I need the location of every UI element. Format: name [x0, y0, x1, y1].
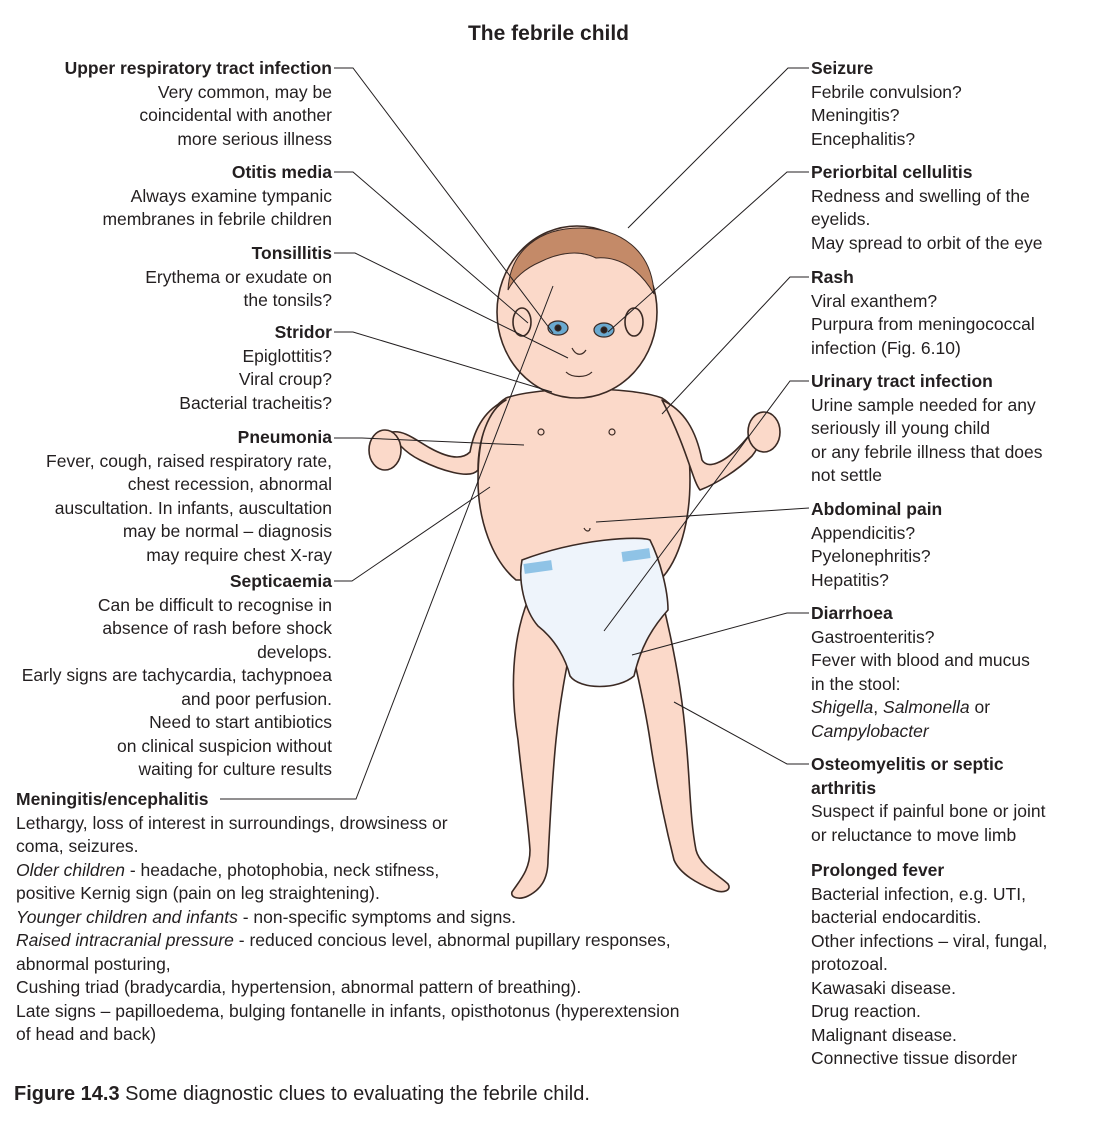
septicaemia-line: waiting for culture results — [138, 759, 332, 779]
diarrhoea-block — [811, 602, 1030, 743]
left-hand — [369, 430, 401, 470]
otitis-line: membranes in febrile children — [102, 209, 332, 229]
younger-children-text: - non-specific symptoms and signs. — [237, 906, 516, 927]
figure-caption — [14, 1083, 590, 1106]
right-ear — [625, 308, 643, 336]
meningitis-line: coma, seizures. — [16, 836, 139, 856]
pneumonia-heading: Pneumonia — [237, 427, 332, 447]
stridor-line: Bacterial tracheitis? — [179, 392, 332, 413]
meningitis-line: positive Kernig sign (pain on leg straightening). — [16, 883, 380, 903]
abdominal-pain-heading: Abdominal pain — [811, 499, 943, 519]
uti-line: seriously ill young child — [811, 418, 990, 438]
septicaemia-line: Can be difficult to recognise in — [97, 594, 332, 615]
uti-block — [811, 370, 1043, 488]
septicaemia-line: Need to start antibiotics — [149, 712, 332, 732]
pneumonia-block — [46, 426, 332, 567]
caption-text: Some diagnostic clues to evaluating the febrile child. — [119, 1083, 590, 1105]
septicaemia-line: absence of rash before shock — [102, 618, 332, 638]
pneumonia-line: Fever, cough, raised respiratory rate, — [46, 450, 332, 471]
septicaemia-line: develops. — [257, 641, 332, 662]
pneumonia-line: chest recession, abnormal — [127, 474, 332, 494]
abdominal-pain-block — [811, 498, 942, 592]
stridor-line: Viral croup? — [238, 369, 332, 389]
otitis-line: Always examine tympanic — [130, 185, 332, 206]
leader-septicaemia — [334, 487, 490, 581]
meningitis-block — [16, 788, 680, 1047]
prolonged-fever-heading: Prolonged fever — [811, 860, 945, 880]
older-children-label: Older children — [16, 859, 125, 880]
septicaemia-block — [22, 570, 332, 782]
campylobacter-label: Campylobacter — [811, 720, 929, 741]
meningitis-line: Lethargy, loss of interest in surroundings, drowsiness or — [16, 812, 448, 833]
meningitis-line — [16, 906, 680, 930]
osteomyelitis-heading: arthritis — [811, 777, 877, 798]
septicaemia-line: Early signs are tachycardia, tachypnoea — [21, 665, 332, 685]
meningitis-line — [16, 859, 680, 883]
figure-number: Figure 14.3 — [14, 1083, 120, 1105]
prolonged-fever-block — [811, 859, 1047, 1071]
seizure-line: Encephalitis? — [811, 128, 916, 149]
stridor-block — [179, 321, 332, 415]
stridor-line: Epiglottitis? — [242, 345, 332, 366]
leader-osteomyelitis — [674, 702, 809, 764]
osteomyelitis-line: Suspect if painful bone or joint — [811, 801, 1046, 821]
urti-line: Very common, may be — [157, 81, 332, 102]
seizure-heading: Seizure — [811, 58, 874, 78]
seizure-line: Meningitis? — [811, 105, 900, 125]
rash-heading: Rash — [811, 267, 854, 287]
meningitis-heading: Meningitis/encephalitis — [16, 789, 209, 809]
diarrhoea-heading: Diarrhoea — [811, 603, 893, 623]
prolonged-fever-line: protozoal. — [811, 954, 888, 974]
periorbital-line: Redness and swelling of the — [811, 185, 1030, 206]
osteomyelitis-heading: Osteomyelitis or septic — [811, 754, 1004, 774]
stridor-heading: Stridor — [274, 322, 332, 342]
urti-block — [65, 57, 332, 151]
urti-heading: Upper respiratory tract infection — [64, 58, 332, 78]
prolonged-fever-line: Drug reaction. — [811, 1001, 921, 1021]
leader-rash — [662, 277, 809, 414]
prolonged-fever-line: bacterial endocarditis. — [811, 907, 982, 927]
uti-line: or any febrile illness that does — [811, 441, 1043, 462]
diarrhoea-line: Gastroenteritis? — [811, 626, 935, 647]
prolonged-fever-line: Connective tissue disorder — [811, 1048, 1018, 1068]
uti-line: Urine sample needed for any — [811, 394, 1036, 415]
younger-children-label: Younger children and infants — [16, 906, 238, 927]
diarrhoea-line — [811, 696, 1030, 720]
periorbital-line: May spread to orbit of the eye — [811, 232, 1043, 253]
comma: , — [873, 697, 879, 717]
meningitis-line: of head and back) — [16, 1024, 157, 1044]
septicaemia-heading: Septicaemia — [229, 571, 332, 591]
rash-line: Purpura from meningococcal — [811, 314, 1035, 334]
diarrhoea-line: in the stool: — [811, 673, 901, 694]
tonsillitis-line: Erythema or exudate on — [145, 266, 332, 287]
osteomyelitis-line: or reluctance to move limb — [811, 824, 1017, 845]
prolonged-fever-line: Malignant disease. — [811, 1024, 957, 1045]
seizure-block — [811, 57, 962, 151]
prolonged-fever-line: Other infections – viral, fungal, — [811, 930, 1048, 951]
septicaemia-line: and poor perfusion. — [181, 688, 332, 709]
pneumonia-line: auscultation. In infants, auscultation — [54, 497, 332, 518]
leader-seizure — [628, 68, 809, 228]
salmonella-label: Salmonella — [883, 697, 970, 717]
urti-line: more serious illness — [177, 128, 332, 149]
septicaemia-line: on clinical suspicion without — [117, 735, 332, 756]
rash-block — [811, 266, 1035, 360]
icp-label: Raised intracranial pressure — [16, 930, 234, 950]
meningitis-line: Late signs – papilloedema, bulging fontanelle in infants, opisthotonus (hyperextension — [16, 1000, 680, 1021]
otitis-heading: Otitis media — [231, 162, 332, 182]
icp-text: - reduced concious level, abnormal pupillary responses, — [233, 930, 671, 950]
or-text: or — [969, 697, 991, 717]
abdominal-pain-line: Pyelonephritis? — [811, 546, 931, 566]
periorbital-heading: Periorbital cellulitis — [811, 162, 973, 182]
abdominal-pain-line: Hepatitis? — [811, 569, 889, 590]
meningitis-line: Cushing triad (bradycardia, hypertension, abnormal pattern of breathing). — [16, 977, 582, 997]
urti-line: coincidental with another — [139, 105, 332, 125]
tonsillitis-line: the tonsils? — [243, 290, 332, 310]
otitis-block — [102, 161, 332, 232]
pneumonia-line: may require chest X-ray — [146, 544, 332, 565]
meningitis-line: abnormal posturing, — [16, 953, 171, 974]
seizure-line: Febrile convulsion? — [811, 81, 962, 102]
tonsillitis-heading: Tonsillitis — [251, 243, 332, 263]
older-children-text: - headache, photophobia, neck stifness, — [124, 859, 440, 880]
periorbital-line: eyelids. — [811, 209, 871, 229]
rash-line: Viral exanthem? — [811, 290, 938, 311]
uti-line: not settle — [811, 465, 883, 485]
shigella-label: Shigella — [811, 697, 874, 717]
meningitis-line — [16, 929, 680, 953]
abdominal-pain-line: Appendicitis? — [811, 522, 916, 543]
pneumonia-line: may be normal – diagnosis — [122, 521, 332, 541]
diarrhoea-line: Fever with blood and mucus — [811, 650, 1030, 670]
rash-line: infection (Fig. 6.10) — [811, 337, 961, 358]
right-hand — [748, 412, 780, 452]
uti-heading: Urinary tract infection — [811, 371, 993, 391]
periorbital-block — [811, 161, 1043, 255]
prolonged-fever-line: Bacterial infection, e.g. UTI, — [811, 883, 1026, 904]
osteomyelitis-block — [811, 753, 1045, 847]
tonsillitis-block — [145, 242, 332, 313]
figure-title: The febrile child — [467, 22, 630, 45]
prolonged-fever-line: Kawasaki disease. — [811, 977, 956, 998]
